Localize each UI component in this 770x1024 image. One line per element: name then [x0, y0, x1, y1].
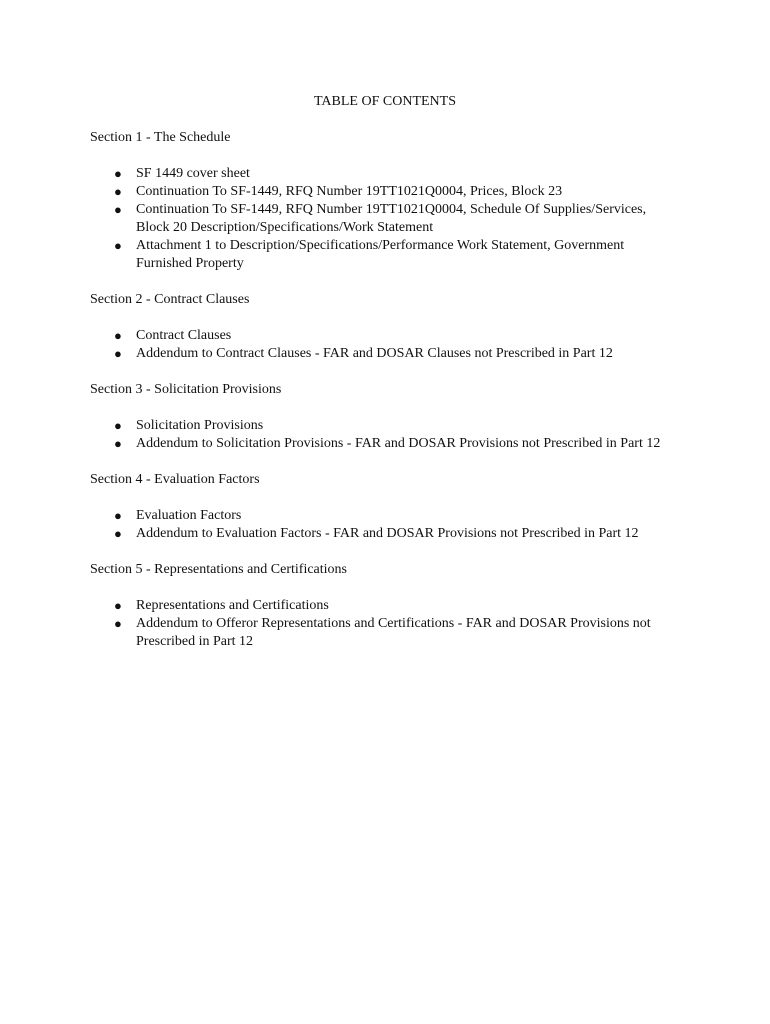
- section-item-list: [90, 327, 690, 363]
- list-item: [114, 597, 681, 615]
- section-heading: Section 3 - Solicitation Provisions: [90, 382, 282, 397]
- bullet-icon: ●: [114, 598, 122, 613]
- bullet-icon: ●: [114, 346, 122, 361]
- list-item: [114, 435, 681, 453]
- list-item: [114, 615, 681, 651]
- list-item: [114, 183, 681, 201]
- section-5: [90, 561, 690, 651]
- section-heading: Section 4 - Evaluation Factors: [90, 472, 260, 487]
- section-3: [90, 381, 690, 453]
- list-item: [114, 507, 681, 525]
- list-item-text: Attachment 1 to Description/Specifications/Performance Work Statement, Government Furnished Property: [136, 238, 625, 271]
- bullet-icon: ●: [114, 202, 122, 217]
- document-page: [90, 93, 690, 669]
- list-item: [114, 417, 681, 435]
- list-item: [114, 327, 681, 345]
- section-4: [90, 471, 690, 543]
- list-item: [114, 201, 681, 237]
- list-item: [114, 165, 681, 183]
- list-item-text: Representations and Certifications: [136, 598, 329, 613]
- bullet-icon: ●: [114, 166, 122, 181]
- list-item-text: Solicitation Provisions: [136, 418, 264, 433]
- bullet-icon: ●: [114, 616, 122, 631]
- bullet-icon: ●: [114, 184, 122, 199]
- section-2: [90, 291, 690, 363]
- section-item-list: [90, 417, 690, 453]
- list-item: [114, 525, 681, 543]
- bullet-icon: ●: [114, 238, 122, 253]
- list-item-text: Continuation To SF-1449, RFQ Number 19TT1021Q0004, Prices, Block 23: [136, 184, 563, 199]
- list-item-text: Addendum to Evaluation Factors - FAR and DOSAR Provisions not Prescribed in Part 12: [136, 526, 639, 541]
- bullet-icon: ●: [114, 436, 122, 451]
- list-item-text: Addendum to Offeror Representations and Certifications - FAR and DOSAR Provisions not Prescribed in Part 12: [136, 616, 651, 649]
- bullet-icon: ●: [114, 418, 122, 433]
- section-1: [90, 129, 690, 273]
- list-item: [114, 237, 681, 273]
- list-item-text: Contract Clauses: [136, 328, 232, 343]
- list-item: [114, 345, 681, 363]
- section-item-list: [90, 165, 690, 273]
- section-item-list: [90, 507, 690, 543]
- list-item-text: Addendum to Solicitation Provisions - FAR and DOSAR Provisions not Prescribed in Part 12: [136, 436, 661, 451]
- section-heading: Section 5 - Representations and Certifications: [90, 562, 347, 577]
- list-item-text: SF 1449 cover sheet: [136, 166, 250, 181]
- section-heading: Section 2 - Contract Clauses: [90, 292, 250, 307]
- section-item-list: [90, 597, 690, 651]
- bullet-icon: ●: [114, 508, 122, 523]
- bullet-icon: ●: [114, 328, 122, 343]
- list-item-text: Continuation To SF-1449, RFQ Number 19TT1021Q0004, Schedule Of Supplies/Services, Block 20 Description/Specifications/Work Statement: [136, 202, 647, 235]
- list-item-text: Addendum to Contract Clauses - FAR and DOSAR Clauses not Prescribed in Part 12: [136, 346, 613, 361]
- bullet-icon: ●: [114, 526, 122, 541]
- list-item-text: Evaluation Factors: [136, 508, 242, 523]
- section-heading: Section 1 - The Schedule: [90, 130, 231, 145]
- page-title: TABLE OF CONTENTS: [314, 94, 456, 109]
